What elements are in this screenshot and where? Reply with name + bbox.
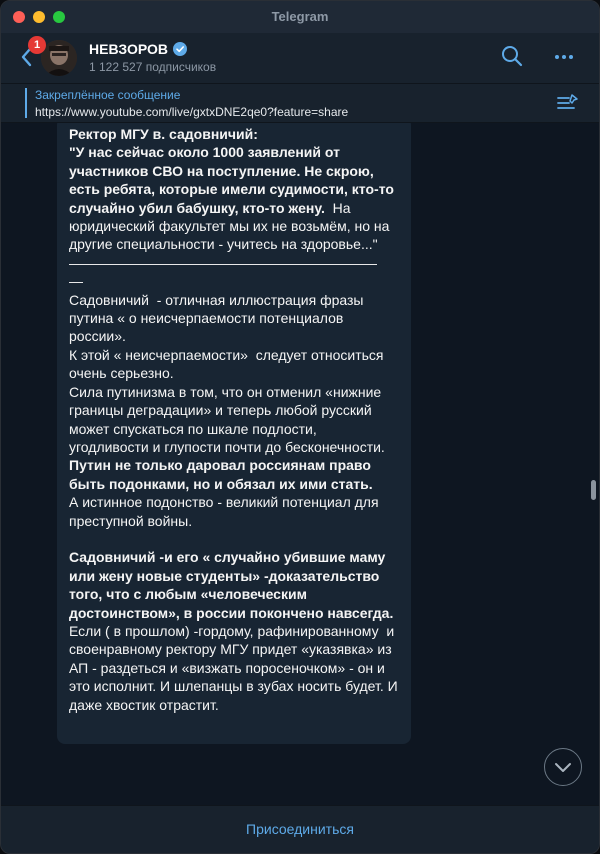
window-title: Telegram (271, 9, 329, 24)
message-segment: А истинное подонство - великий потенциал для преступной войны. (69, 494, 379, 529)
pinned-list-icon[interactable] (557, 93, 579, 113)
verified-icon (173, 42, 187, 56)
chevron-down-icon (545, 749, 581, 785)
message-bold-segment: Ректор МГУ в. садовничий: "У нас сейчас около 1000 заявлений от участников СВО на поступление. Не скрою, (69, 126, 374, 179)
subscriber-count: 1 122 527 подписчиков (89, 60, 217, 74)
pinned-link[interactable]: https://www.youtube.com/live/gxtxDNE2qe0?feature=share (35, 105, 349, 119)
message-list[interactable] (1, 123, 600, 805)
channel-name[interactable] (89, 41, 187, 57)
join-channel-button[interactable]: Присоединиться (246, 821, 354, 837)
avatar-image (41, 40, 77, 76)
pinned-indicator (25, 88, 27, 118)
bottom-bar (1, 805, 599, 854)
message-segment: На юридический факультет мы их не возьмём, но на другие специальности - учитесь на здоровье..." —————————————————————— — Садовничий - отличная иллюстрация фразы путина « о неисчерпаемости потенциалов россии». К этой « неисчерпаемости» следует относиться очень серьезно. Сила путинизма в том, что он отменил «нижние границы деградации» и теперь любой русский может спускаться по шкале подлости, угодливости и глупости почти до бесконечности. (69, 199, 390, 455)
more-icon[interactable] (553, 47, 575, 67)
channel-name-text: НЕВЗОРОВ (89, 41, 169, 57)
channel-avatar[interactable] (41, 40, 77, 76)
pinned-label: Закреплённое сообщение (35, 88, 181, 102)
message-segment: Если ( в прошлом) -гордому, рафинированному и своенравному ректору МГУ придет «указявка» из АП - раздеться и «визжать поросеночком» - он и это исполнит. И шлепанцы в зубах носить будет. И даже хвостик отрастит. (69, 622, 398, 713)
message-text (69, 125, 399, 714)
scroll-down-button[interactable] (544, 748, 582, 786)
scrollbar-thumb[interactable] (591, 480, 596, 500)
unread-badge: 1 (28, 36, 46, 54)
message-bold-segment: Путин не только даровал россиянам право быть подонками, но и обязал их ими стать. (69, 457, 375, 492)
title-bar (1, 1, 599, 33)
pinned-message-bar[interactable] (1, 84, 599, 123)
channel-header (1, 33, 599, 84)
message-bold-segment: Садовничий -и его « случайно убившие маму или жену новые студенты» -доказательство того, что с любым «человеческим достоинством», в россии покончено навсегда. (69, 549, 394, 621)
search-icon[interactable] (501, 45, 523, 67)
message-bubble (57, 123, 411, 744)
message-bold-segment: есть ребята, которые имели судимости, кто-то случайно убил бабушку, кто-то жену. (69, 181, 398, 216)
